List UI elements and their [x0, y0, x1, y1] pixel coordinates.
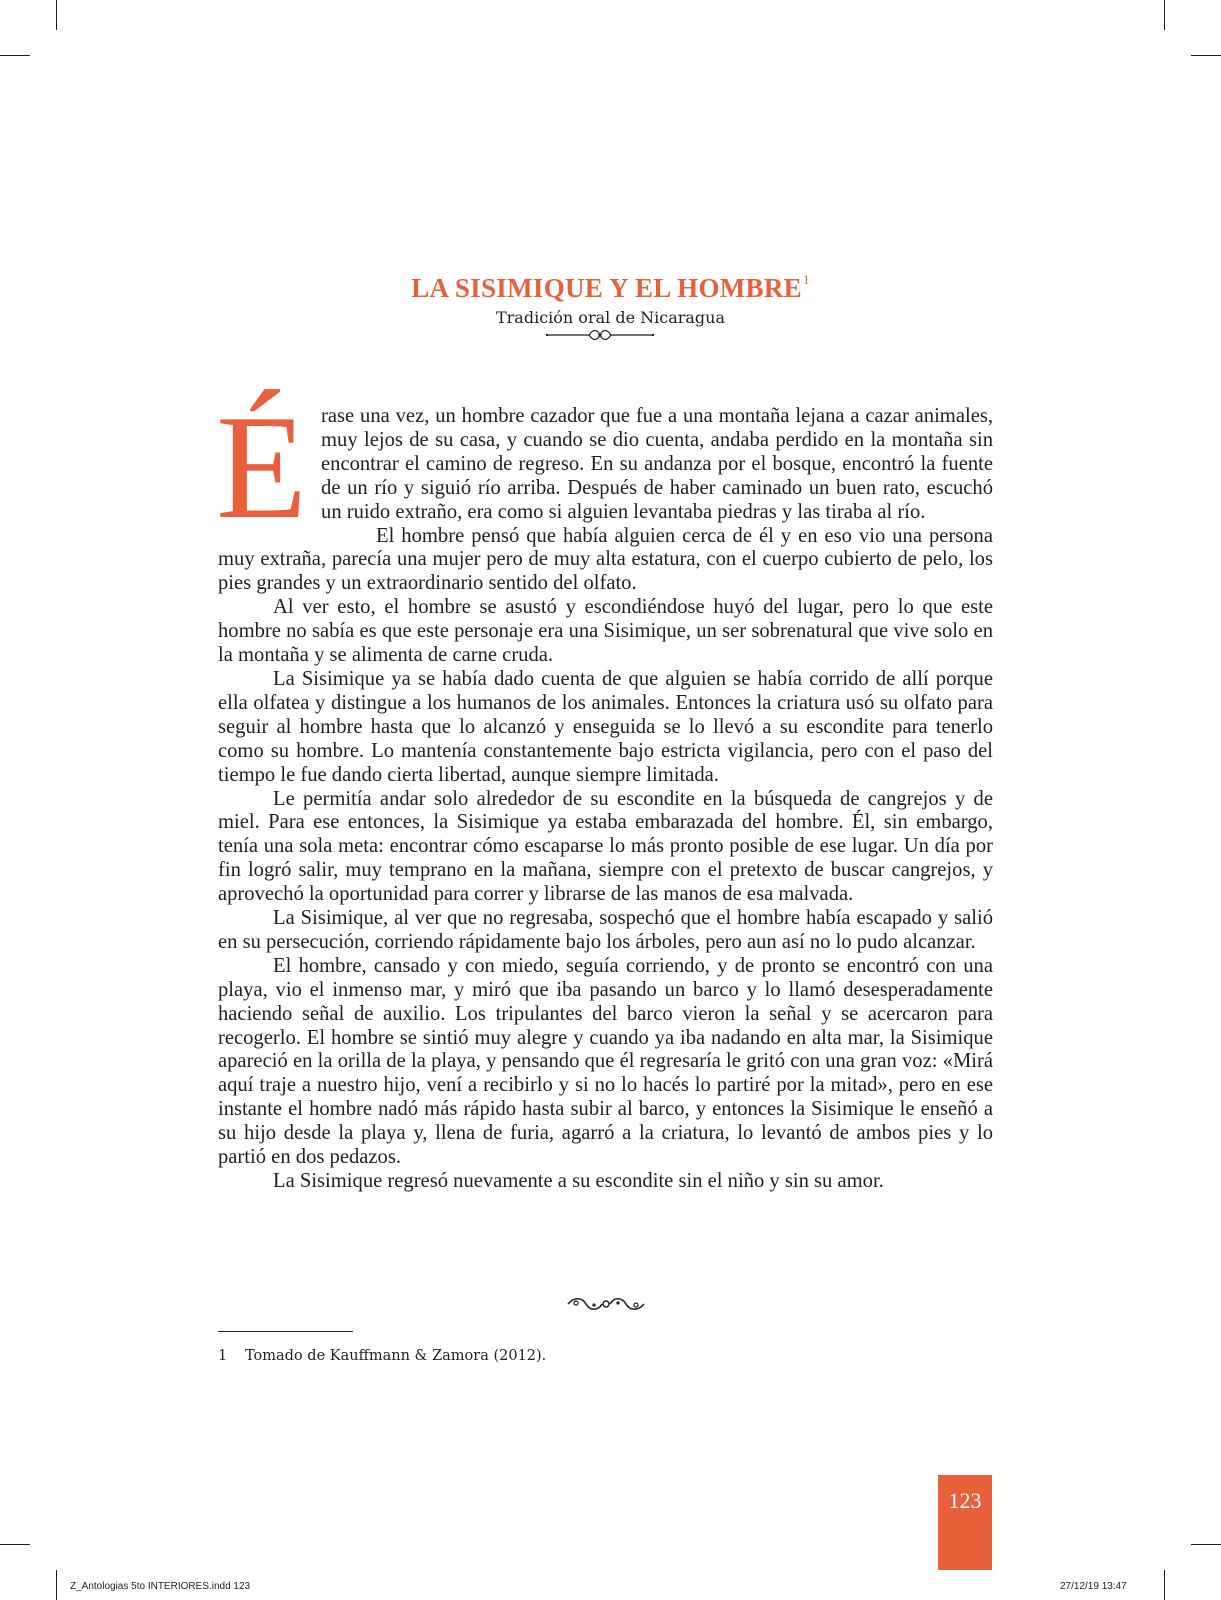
story-paragraph: El hombre pensó que había alguien cerca de él y en eso vio una persona muy extraña, parecía una mujer pero de muy alta estatura, con el cuerpo cubierto de pelo, los pies grandes y un extraordinario sentido del olfato. — [218, 524, 993, 595]
story-title-text: LA SISIMIQUE Y EL HOMBRE — [411, 273, 802, 303]
title-footnote-ref: 1 — [802, 272, 810, 287]
paragraph-text: rase una vez, un hombre cazador que fue a una montaña lejana a cazar animales, muy lejos de su casa, y cuando se dio cuenta, andaba perdido en la montaña sin encontrar el camino de regreso. En su andanza por el bosque, encontró la fuente de un río y siguió río arriba. Después de haber caminado un buen rato, escuchó un ruido extraño, era como si alguien levantaba piedras y las tiraba al río. — [321, 405, 993, 523]
story-paragraph: Le permitía andar solo alrededor de su escondite en la búsqueda de cangrejos y de miel. Para ese entonces, la Sisimique ya estaba embarazada del hombre. Él, sin embargo, tenía una sola meta: encontrar cómo escaparse lo más pronto posible de ese lugar. Un día por fin logró salir, muy temprano en la mañana, siempre con el pretexto de buscar cangrejos, y aprovechó la oportunidad para correr y librarse de las manos de esa malvada. — [218, 787, 993, 906]
story-paragraph: El hombre, cansado y con miedo, seguía corriendo, y de pronto se encontró con una playa, vio el inmenso mar, y miró que iba pasando un barco y lo llamó desesperadamente haciendo señal de auxilio. Los tripulantes del barco vieron la señal y se acercaron para recogerlo. El hombre se sintió muy alegre y cuando ya iba nadando en alta mar, la Sisimique apareció en la orilla de la playa, y pensando que él regresaría le gritó con una gran voz: «Mirá aquí traje a nuestro hijo, vení a recibirlo y si no lo hacés lo partiré por la mitad», pero en ese instante el hombre nadó más rápido hasta subir al barco, y entonces la Sisimique le enseñó a su hijo desde la playa y, llena de furia, agarró a la criatura, lo levantó de ambos pies y lo partió en dos pedazos. — [218, 954, 993, 1169]
crop-mark-top-right — [1164, 0, 1165, 30]
crop-mark-bottom-right-h — [1191, 1544, 1221, 1545]
footnote — [218, 1348, 546, 1364]
print-slug-timestamp: 27/12/19 13:47 — [1060, 1581, 1127, 1592]
story-paragraph: Al ver esto, el hombre se asustó y escondiéndose huyó del lugar, pero lo que este hombre no sabía es que este personaje era una Sisimique, un ser sobrenatural que vive solo en la montaña y se alimenta de carne cruda. — [218, 596, 993, 667]
page-number-tab — [938, 1475, 992, 1570]
drop-cap: É — [216, 385, 308, 550]
footnote-number: 1 — [218, 1348, 228, 1364]
story-paragraph — [216, 385, 993, 550]
crop-mark-top-left-h — [0, 55, 30, 56]
flourish-divider-icon — [545, 329, 655, 341]
story-paragraph: La Sisimique, al ver que no regresaba, sospechó que el hombre había escapado y salió en su persecución, corriendo rápidamente bajo los árboles, pero aun así no lo pudo alcanzar. — [218, 907, 993, 953]
print-slug-file: Z_Antologias 5to INTERIORES.indd 123 — [70, 1581, 251, 1592]
crop-mark-bottom-left — [56, 1570, 57, 1600]
footnote-text: Tomado de Kauffmann & Zamora (2012). — [245, 1348, 547, 1364]
crop-mark-top-left — [56, 0, 57, 30]
story-paragraph: La Sisimique regresó nuevamente a su escondite sin el niño y sin su amor. — [273, 1170, 884, 1192]
scroll-ornament-icon — [564, 1295, 648, 1313]
crop-mark-bottom-left-h — [0, 1544, 30, 1545]
footnote-divider — [218, 1331, 353, 1332]
crop-mark-top-right-h — [1191, 55, 1221, 56]
story-title — [0, 272, 1221, 304]
page-number: 123 — [948, 1488, 982, 1513]
story-body — [216, 385, 993, 1194]
crop-mark-bottom-right — [1164, 1570, 1165, 1600]
story-paragraph: La Sisimique ya se había dado cuenta de que alguien se había corrido de allí porque ella olfatea y distingue a los humanos de los animales. Entonces la criatura usó su olfato para seguir al hombre hasta que lo alcanzó y enseguida se lo llevó a su escondite para tenerlo como su hombre. Lo mantenía constantemente bajo estricta vigilancia, pero con el paso del tiempo le fue dando cierta libertad, aunque siempre limitada. — [218, 667, 993, 786]
story-subtitle: Tradición oral de Nicaragua — [495, 308, 726, 327]
